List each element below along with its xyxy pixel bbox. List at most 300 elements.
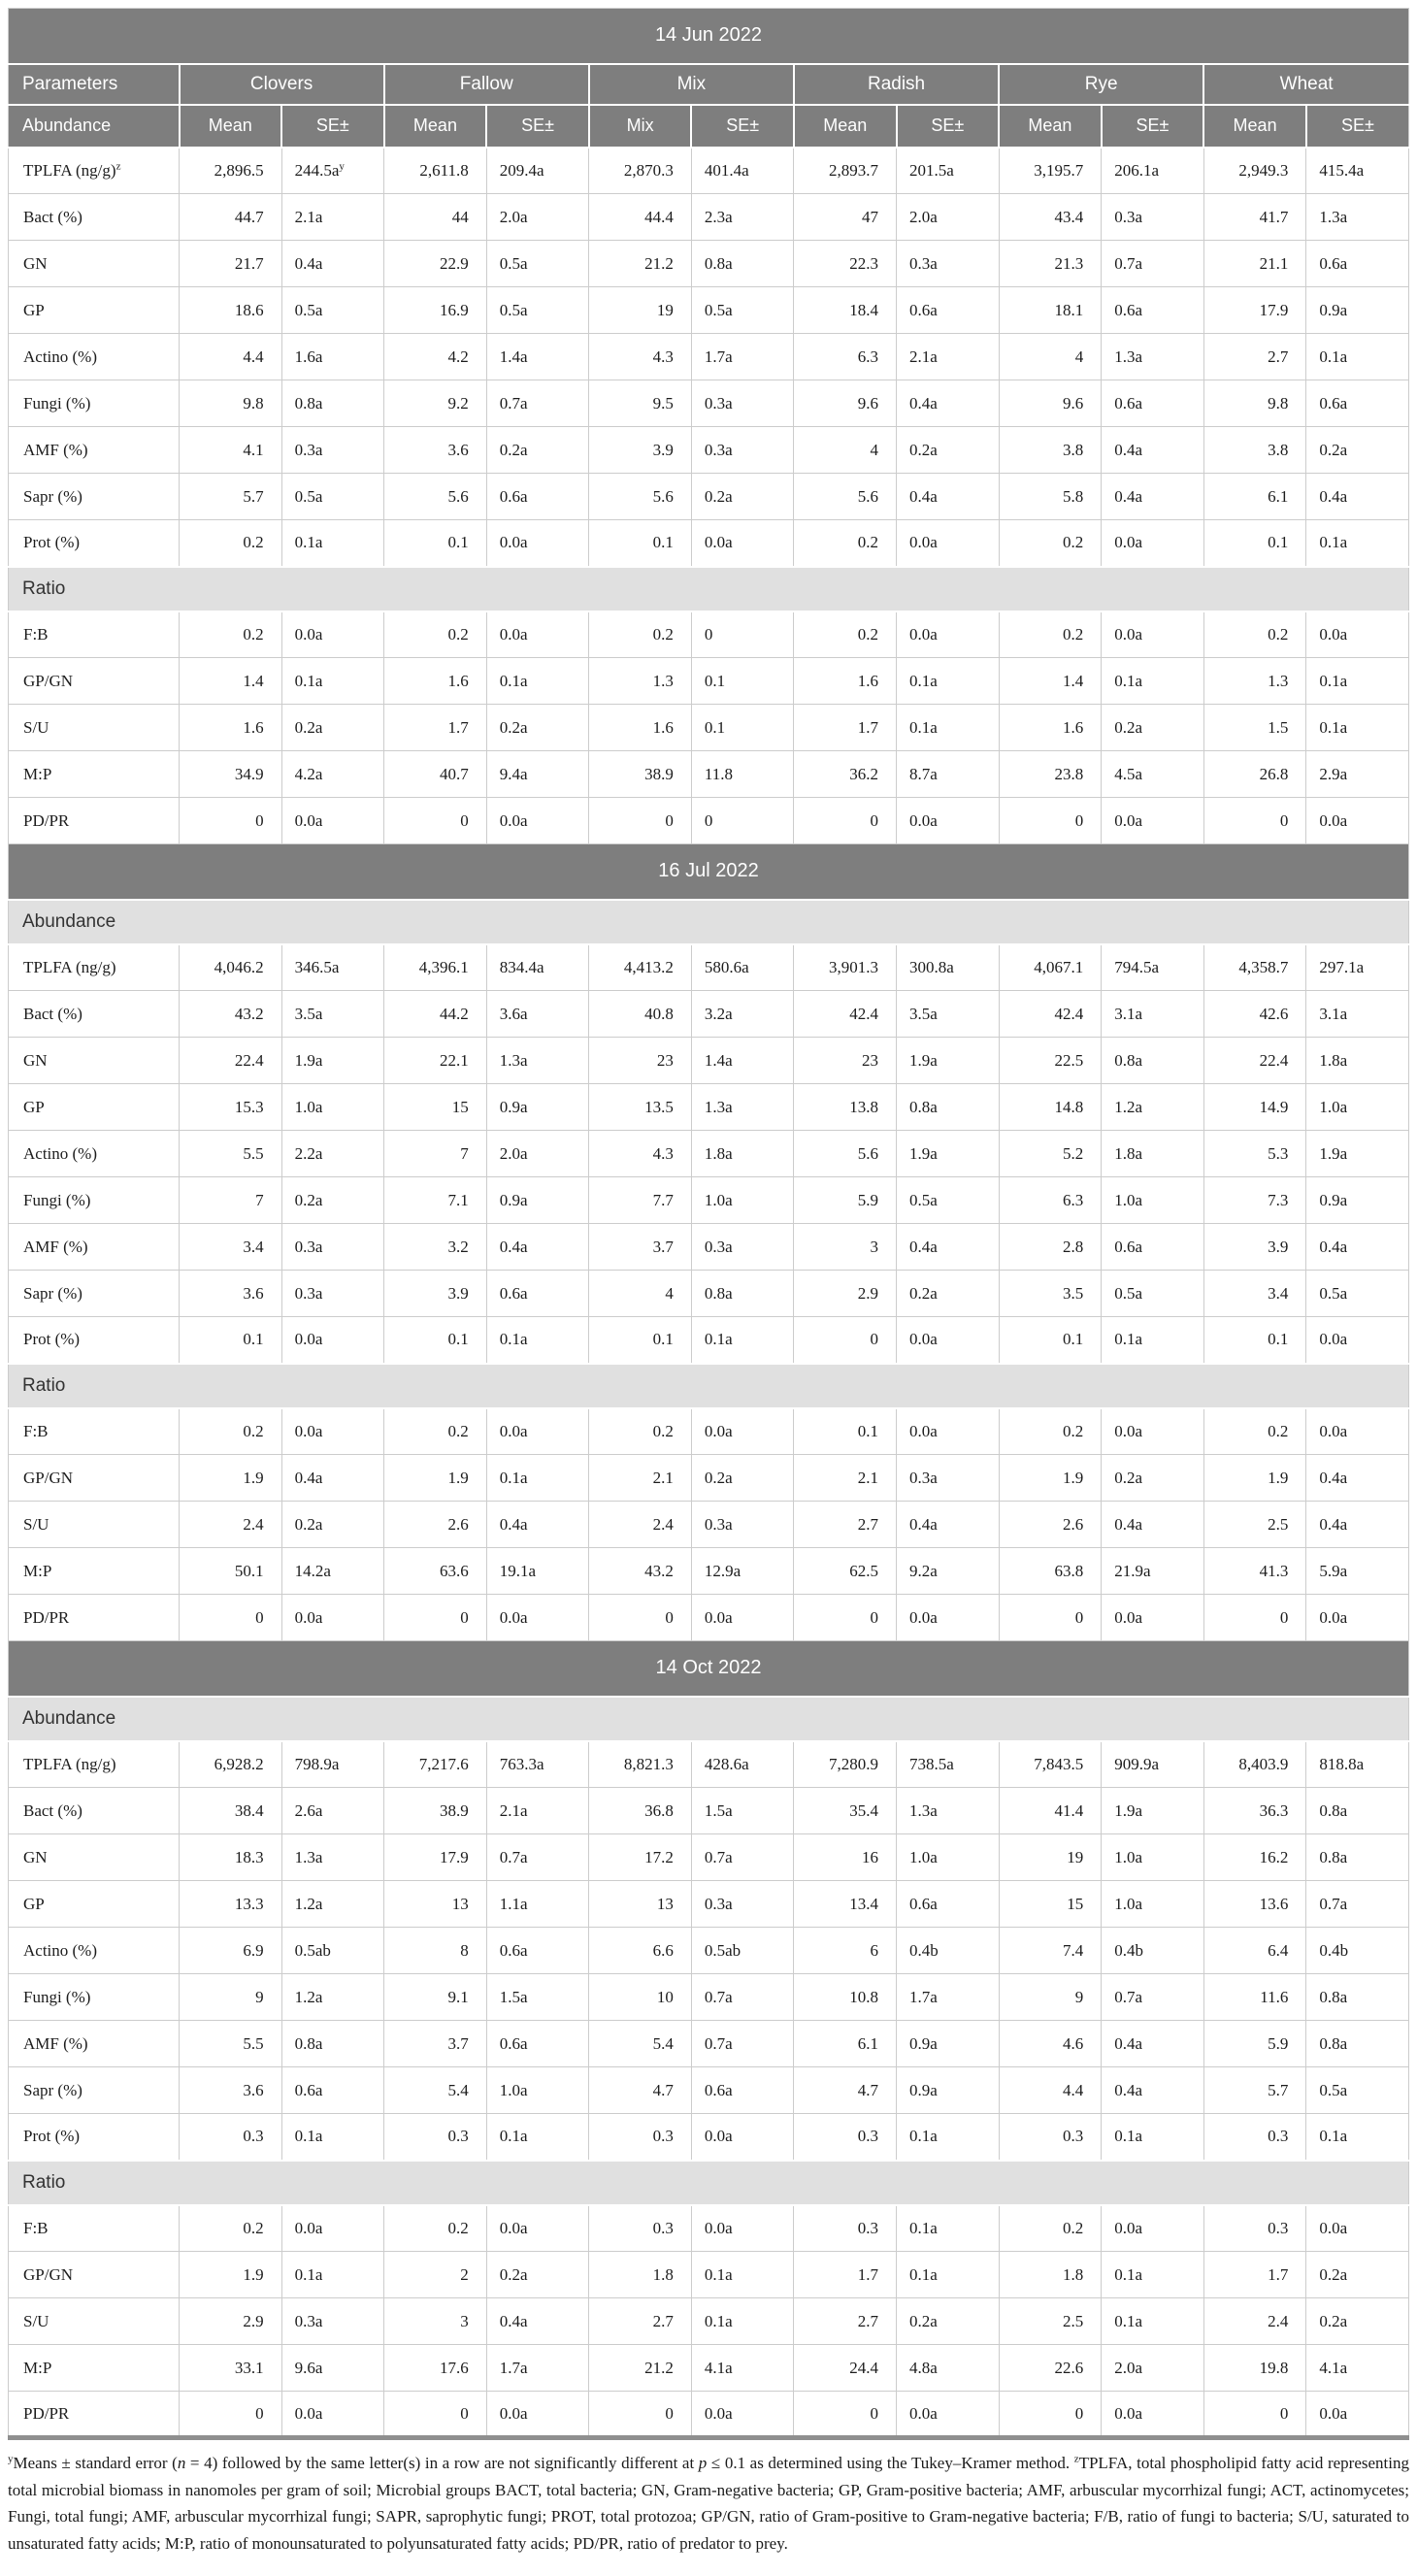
mean-cell: 6 <box>794 1928 897 1974</box>
mean-cell: 0 <box>794 1595 897 1641</box>
row-label: Bact (%) <box>9 991 180 1038</box>
mean-cell: 6.3 <box>999 1177 1102 1224</box>
mean-cell: 2.7 <box>589 2298 692 2345</box>
se-cell: 1.8a <box>1306 1038 1409 1084</box>
mean-cell: 42.4 <box>999 991 1102 1038</box>
se-cell: 0.6a <box>1306 241 1409 287</box>
mean-cell: 7,280.9 <box>794 1741 897 1788</box>
mean-cell: 4 <box>589 1271 692 1317</box>
se-cell: 0.8a <box>1306 2021 1409 2067</box>
mean-cell: 0.3 <box>589 2114 692 2161</box>
mean-cell: 5.4 <box>384 2067 487 2114</box>
table-row <box>9 1834 1409 1881</box>
row-label: GP/GN <box>9 658 180 705</box>
subheader-cell: SE± <box>691 105 794 148</box>
se-cell: 0.8a <box>281 2021 384 2067</box>
subheader-cell: Mean <box>384 105 487 148</box>
row-label: AMF (%) <box>9 1224 180 1271</box>
row-label: TPLFA (ng/g) <box>9 944 180 991</box>
se-cell: 0.0a <box>1306 2205 1409 2252</box>
mean-cell: 1.3 <box>1203 658 1306 705</box>
se-cell: 0.8a <box>1306 1834 1409 1881</box>
se-cell: 909.9a <box>1102 1741 1204 1788</box>
row-label: F:B <box>9 2205 180 2252</box>
mean-cell: 0 <box>1203 2392 1306 2438</box>
mean-cell: 44 <box>384 194 487 241</box>
se-cell: 8.7a <box>897 751 1000 798</box>
se-cell: 0.0a <box>281 2392 384 2438</box>
table-row <box>9 2252 1409 2298</box>
se-cell: 209.4a <box>486 148 589 194</box>
se-cell: 0.1a <box>281 520 384 567</box>
se-cell: 0.2a <box>691 1455 794 1502</box>
mean-cell: 2.4 <box>589 1502 692 1548</box>
mean-cell: 17.9 <box>1203 287 1306 334</box>
se-cell: 0.4a <box>897 1224 1000 1271</box>
mean-cell: 0 <box>999 2392 1102 2438</box>
mean-cell: 0.2 <box>999 2205 1102 2252</box>
mean-cell: 0.2 <box>1203 611 1306 658</box>
se-cell: 1.7a <box>691 334 794 380</box>
mean-cell: 0.1 <box>180 1317 282 1364</box>
se-cell: 1.0a <box>1306 1084 1409 1131</box>
se-cell: 0.5a <box>486 241 589 287</box>
row-label: GN <box>9 241 180 287</box>
se-cell: 0.8a <box>1306 1974 1409 2021</box>
mean-cell: 40.8 <box>589 991 692 1038</box>
se-cell: 0.0a <box>281 611 384 658</box>
table-row <box>9 1131 1409 1177</box>
mean-cell: 0.2 <box>384 2205 487 2252</box>
mean-cell: 1.9 <box>180 1455 282 1502</box>
mean-cell: 2.8 <box>999 1224 1102 1271</box>
se-cell: 1.5a <box>691 1788 794 1834</box>
subheader-cell: Mix <box>589 105 692 148</box>
mean-cell: 1.8 <box>999 2252 1102 2298</box>
se-cell: 0.2a <box>281 1502 384 1548</box>
se-cell: 206.1a <box>1102 148 1204 194</box>
se-cell: 0.4b <box>1306 1928 1409 1974</box>
se-cell: 1.0a <box>281 1084 384 1131</box>
table-row <box>9 2067 1409 2114</box>
mean-cell: 0.2 <box>999 1408 1102 1455</box>
se-cell: 0.0a <box>691 2205 794 2252</box>
mean-cell: 42.4 <box>794 991 897 1038</box>
se-cell: 0.0a <box>281 1408 384 1455</box>
mean-cell: 0.2 <box>999 520 1102 567</box>
mean-cell: 3 <box>384 2298 487 2345</box>
mean-cell: 7.4 <box>999 1928 1102 1974</box>
se-cell: 0.3a <box>281 2298 384 2345</box>
se-cell: 346.5a <box>281 944 384 991</box>
mean-cell: 0.3 <box>384 2114 487 2161</box>
se-cell: 0.6a <box>486 1928 589 1974</box>
row-label: M:P <box>9 751 180 798</box>
se-cell: 1.1a <box>486 1881 589 1928</box>
subheader-cell: SE± <box>897 105 1000 148</box>
abundance-band-label: Abundance <box>9 1697 1409 1741</box>
row-label: Actino (%) <box>9 1928 180 1974</box>
ratio-band-row <box>9 1364 1409 1408</box>
mean-cell: 5.3 <box>1203 1131 1306 1177</box>
se-cell: 0.1a <box>1306 2114 1409 2161</box>
se-cell: 0.1a <box>1306 705 1409 751</box>
se-cell: 0.1 <box>691 705 794 751</box>
mean-cell: 2,896.5 <box>180 148 282 194</box>
mean-cell: 23 <box>794 1038 897 1084</box>
se-cell: 4.1a <box>1306 2345 1409 2392</box>
mean-cell: 38.4 <box>180 1788 282 1834</box>
mean-cell: 4.6 <box>999 2021 1102 2067</box>
mean-cell: 2.9 <box>794 1271 897 1317</box>
row-label: Fungi (%) <box>9 380 180 427</box>
mean-cell: 0.2 <box>589 1408 692 1455</box>
mean-cell: 5.4 <box>589 2021 692 2067</box>
mean-cell: 9.5 <box>589 380 692 427</box>
mean-cell: 0.2 <box>794 611 897 658</box>
mean-cell: 47 <box>794 194 897 241</box>
subheader-cell: SE± <box>486 105 589 148</box>
mean-cell: 0 <box>794 2392 897 2438</box>
mean-cell: 18.1 <box>999 287 1102 334</box>
se-cell: 0.5a <box>281 474 384 520</box>
mean-cell: 13.8 <box>794 1084 897 1131</box>
se-cell: 0.0a <box>1306 798 1409 844</box>
mean-cell: 0 <box>180 2392 282 2438</box>
table-row <box>9 1741 1409 1788</box>
se-cell: 0.1a <box>897 2114 1000 2161</box>
mean-cell: 4,067.1 <box>999 944 1102 991</box>
mean-cell: 0.1 <box>999 1317 1102 1364</box>
se-cell: 0.3a <box>691 1502 794 1548</box>
mean-cell: 1.6 <box>384 658 487 705</box>
mean-cell: 8,403.9 <box>1203 1741 1306 1788</box>
mean-cell: 2.7 <box>794 1502 897 1548</box>
row-label: GP <box>9 287 180 334</box>
mean-cell: 18.4 <box>794 287 897 334</box>
mean-cell: 41.4 <box>999 1788 1102 1834</box>
mean-cell: 43.2 <box>589 1548 692 1595</box>
se-cell: 0.4b <box>897 1928 1000 1974</box>
se-cell: 0.8a <box>281 380 384 427</box>
se-cell: 1.0a <box>897 1834 1000 1881</box>
mean-cell: 5.9 <box>794 1177 897 1224</box>
se-cell: 0.9a <box>897 2067 1000 2114</box>
mean-cell: 17.6 <box>384 2345 487 2392</box>
se-cell: 0.2a <box>691 474 794 520</box>
se-cell: 834.4a <box>486 944 589 991</box>
mean-cell: 3.5 <box>999 1271 1102 1317</box>
mean-cell: 4.2 <box>384 334 487 380</box>
mean-cell: 21.2 <box>589 2345 692 2392</box>
se-cell: 2.9a <box>1306 751 1409 798</box>
mean-cell: 26.8 <box>1203 751 1306 798</box>
mean-cell: 34.9 <box>180 751 282 798</box>
table-row <box>9 2298 1409 2345</box>
subheader-cell: SE± <box>1102 105 1204 148</box>
mean-cell: 3.7 <box>589 1224 692 1271</box>
mean-cell: 3.7 <box>384 2021 487 2067</box>
mean-cell: 6.1 <box>794 2021 897 2067</box>
table-row <box>9 1317 1409 1364</box>
table-row <box>9 427 1409 474</box>
se-cell: 0.0a <box>897 1595 1000 1641</box>
mean-cell: 40.7 <box>384 751 487 798</box>
mean-cell: 0.1 <box>384 1317 487 1364</box>
mean-cell: 9.2 <box>384 380 487 427</box>
se-cell: 0.5a <box>281 287 384 334</box>
table-row <box>9 2021 1409 2067</box>
mean-cell: 22.4 <box>1203 1038 1306 1084</box>
mean-cell: 7,843.5 <box>999 1741 1102 1788</box>
se-cell: 1.0a <box>486 2067 589 2114</box>
mean-cell: 0 <box>384 2392 487 2438</box>
se-cell: 1.2a <box>281 1881 384 1928</box>
mean-cell: 16.2 <box>1203 1834 1306 1881</box>
row-label: GP <box>9 1084 180 1131</box>
mean-cell: 2.1 <box>794 1455 897 1502</box>
se-cell: 0.2a <box>897 427 1000 474</box>
se-cell: 0.4a <box>1102 1502 1204 1548</box>
mean-cell: 0.2 <box>1203 1408 1306 1455</box>
se-cell: 9.4a <box>486 751 589 798</box>
table-row <box>9 334 1409 380</box>
mean-cell: 4,413.2 <box>589 944 692 991</box>
se-cell: 0.3a <box>281 427 384 474</box>
mean-cell: 3.2 <box>384 1224 487 1271</box>
se-cell: 0.0a <box>486 1408 589 1455</box>
ratio-band-row <box>9 567 1409 611</box>
mean-cell: 63.8 <box>999 1548 1102 1595</box>
mean-cell: 1.9 <box>1203 1455 1306 1502</box>
se-cell: 0.7a <box>1102 241 1204 287</box>
mean-cell: 38.9 <box>589 751 692 798</box>
mean-cell: 0.3 <box>1203 2205 1306 2252</box>
se-cell: 415.4a <box>1306 148 1409 194</box>
table-row <box>9 705 1409 751</box>
mean-cell: 4,396.1 <box>384 944 487 991</box>
mean-cell: 0 <box>180 1595 282 1641</box>
mean-cell: 7 <box>180 1177 282 1224</box>
se-cell: 0.0a <box>1102 1408 1204 1455</box>
se-cell: 0.1a <box>1102 1317 1204 1364</box>
mean-cell: 9.8 <box>180 380 282 427</box>
mean-cell: 0.3 <box>999 2114 1102 2161</box>
mean-cell: 11.6 <box>1203 1974 1306 2021</box>
ratio-band-row <box>9 2161 1409 2205</box>
se-cell: 0.2a <box>1102 705 1204 751</box>
se-cell: 19.1a <box>486 1548 589 1595</box>
se-cell: 0.0a <box>486 2205 589 2252</box>
se-cell: 0.5a <box>691 287 794 334</box>
table-row <box>9 1271 1409 1317</box>
mean-cell: 21.2 <box>589 241 692 287</box>
se-cell: 0.8a <box>691 241 794 287</box>
mean-cell: 5.6 <box>384 474 487 520</box>
se-cell: 0.8a <box>1102 1038 1204 1084</box>
se-cell: 0.1a <box>897 658 1000 705</box>
ratio-band-label: Ratio <box>9 2161 1409 2205</box>
mean-cell: 9.1 <box>384 1974 487 2021</box>
se-cell: 0.8a <box>691 1271 794 1317</box>
mean-cell: 50.1 <box>180 1548 282 1595</box>
row-label: Fungi (%) <box>9 1177 180 1224</box>
mean-cell: 4.7 <box>589 2067 692 2114</box>
mean-cell: 2.5 <box>999 2298 1102 2345</box>
row-label: TPLFA (ng/g) <box>9 1741 180 1788</box>
se-cell: 4.5a <box>1102 751 1204 798</box>
mean-cell: 33.1 <box>180 2345 282 2392</box>
se-cell: 0.1a <box>1102 2298 1204 2345</box>
se-cell: 1.0a <box>691 1177 794 1224</box>
mean-cell: 17.9 <box>384 1834 487 1881</box>
mean-cell: 0.1 <box>589 520 692 567</box>
se-cell: 0.5a <box>486 287 589 334</box>
group-header: Mix <box>589 64 794 105</box>
se-cell: 0.0a <box>281 798 384 844</box>
row-label: PD/PR <box>9 1595 180 1641</box>
mean-cell: 0 <box>999 798 1102 844</box>
se-cell: 0.0a <box>897 611 1000 658</box>
se-cell: 0.3a <box>691 1881 794 1928</box>
mean-cell: 0.3 <box>794 2114 897 2161</box>
mean-cell: 0.2 <box>384 1408 487 1455</box>
se-cell: 0.4a <box>897 474 1000 520</box>
ratio-band-label: Ratio <box>9 1364 1409 1408</box>
row-label: TPLFA $(ng/g)^z$ <box>9 148 180 194</box>
section-date-label: 14 Oct 2022 <box>9 1641 1409 1697</box>
mean-cell: 4.4 <box>999 2067 1102 2114</box>
se-cell: 0.6a <box>691 2067 794 2114</box>
se-cell: 3.6a <box>486 991 589 1038</box>
se-cell: 0.3a <box>1102 194 1204 241</box>
se-cell: 0.0a <box>897 1408 1000 1455</box>
se-cell: 1.7a <box>897 1974 1000 2021</box>
se-cell: 2.1a <box>897 334 1000 380</box>
subheader-cell: SE± <box>1306 105 1409 148</box>
mean-cell: 0 <box>384 798 487 844</box>
italic-symbol: p <box>698 2454 708 2472</box>
mean-cell: 0.2 <box>180 520 282 567</box>
mean-cell: 23 <box>589 1038 692 1084</box>
mean-cell: 2.7 <box>794 2298 897 2345</box>
row-label: GP <box>9 1881 180 1928</box>
mean-cell: 0 <box>589 1595 692 1641</box>
se-cell: 3.5a <box>281 991 384 1038</box>
mean-cell: 24.4 <box>794 2345 897 2392</box>
mean-cell: 3.9 <box>1203 1224 1306 1271</box>
se-cell: 0.4a <box>486 1224 589 1271</box>
se-cell: 3.5a <box>897 991 1000 1038</box>
row-label: S/U <box>9 1502 180 1548</box>
mean-cell: 4.1 <box>180 427 282 474</box>
se-cell: 1.9a <box>1306 1131 1409 1177</box>
mean-cell: 1.4 <box>180 658 282 705</box>
se-cell: 0.0a <box>1306 2392 1409 2438</box>
table-row <box>9 2205 1409 2252</box>
row-label: Prot (%) <box>9 1317 180 1364</box>
mean-cell: 9.6 <box>999 380 1102 427</box>
se-cell: 0.2a <box>1306 2298 1409 2345</box>
se-cell: 0.9a <box>897 2021 1000 2067</box>
mean-cell: 6.3 <box>794 334 897 380</box>
se-cell: 3.1a <box>1306 991 1409 1038</box>
table-row <box>9 2345 1409 2392</box>
se-cell: 0.1a <box>1306 520 1409 567</box>
se-cell: 0 <box>691 798 794 844</box>
superscript: z <box>115 160 121 173</box>
se-cell: 0.9a <box>1306 1177 1409 1224</box>
row-label: Sapr (%) <box>9 2067 180 2114</box>
se-cell: 0.0a <box>486 2392 589 2438</box>
subheader-cell: SE± <box>281 105 384 148</box>
table-row <box>9 380 1409 427</box>
mean-cell: 0.2 <box>384 611 487 658</box>
se-cell: 0.1a <box>691 1317 794 1364</box>
mean-cell: 4 <box>999 334 1102 380</box>
se-cell: 0.8a <box>897 1084 1000 1131</box>
se-cell: 0.6a <box>897 1881 1000 1928</box>
mean-cell: 0 <box>794 1317 897 1364</box>
subheader-cell: Mean <box>180 105 282 148</box>
mean-cell: 41.7 <box>1203 194 1306 241</box>
section-date-row <box>9 9 1409 64</box>
table-row <box>9 1595 1409 1641</box>
subheader-cell: Mean <box>999 105 1102 148</box>
se-cell: 0.0a <box>897 520 1000 567</box>
mean-cell: 0.1 <box>794 1408 897 1455</box>
se-cell: 0.5a <box>1102 1271 1204 1317</box>
se-cell: 1.3a <box>486 1038 589 1084</box>
se-cell: 0.2a <box>486 705 589 751</box>
se-cell: 0.6a <box>1102 1224 1204 1271</box>
mean-cell: 6,928.2 <box>180 1741 282 1788</box>
se-cell: 9.6a <box>281 2345 384 2392</box>
mean-cell: 9.6 <box>794 380 897 427</box>
se-cell: 0.1a <box>486 2114 589 2161</box>
se-cell: 0.0a <box>691 1595 794 1641</box>
se-cell: 0.0a <box>281 1317 384 1364</box>
mean-cell: 13.4 <box>794 1881 897 1928</box>
table-row <box>9 611 1409 658</box>
mean-cell: 1.9 <box>384 1455 487 1502</box>
mean-cell: 5.6 <box>794 474 897 520</box>
se-cell: 0.8a <box>1306 1788 1409 1834</box>
se-cell: 1.2a <box>281 1974 384 2021</box>
se-cell: 0.0a <box>281 1595 384 1641</box>
se-cell: 0.6a <box>1102 380 1204 427</box>
mean-cell: 23.8 <box>999 751 1102 798</box>
se-cell: 0.0a <box>691 1408 794 1455</box>
se-cell: 0.3a <box>897 241 1000 287</box>
se-cell: 0.0a <box>1102 2205 1204 2252</box>
group-header: Fallow <box>384 64 589 105</box>
se-cell: 0.6a <box>1102 287 1204 334</box>
se-cell: 9.2a <box>897 1548 1000 1595</box>
mean-cell: 16.9 <box>384 287 487 334</box>
se-cell: 1.3a <box>897 1788 1000 1834</box>
row-label: Fungi (%) <box>9 1974 180 2021</box>
section-date-row <box>9 1641 1409 1697</box>
mean-cell: 1.7 <box>384 705 487 751</box>
table-row <box>9 991 1409 1038</box>
se-cell: 0.4a <box>1306 1224 1409 1271</box>
mean-cell: 22.3 <box>794 241 897 287</box>
table-row <box>9 1881 1409 1928</box>
se-cell: 300.8a <box>897 944 1000 991</box>
se-cell: 0.0a <box>1306 1317 1409 1364</box>
se-cell: 0.1a <box>1306 658 1409 705</box>
